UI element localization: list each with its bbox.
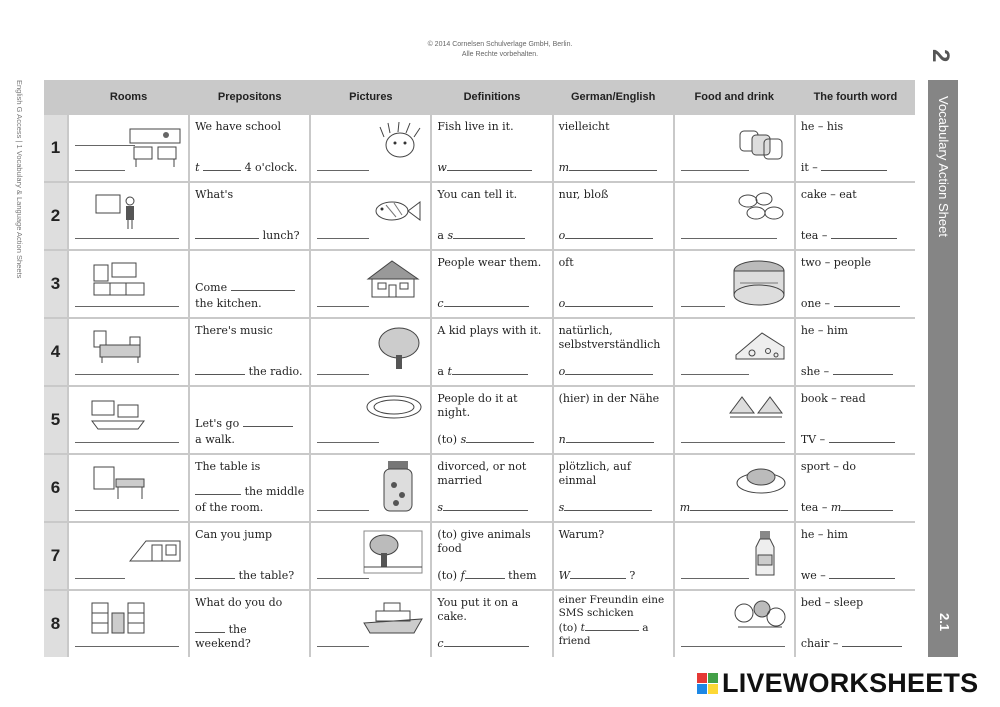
answer-blank[interactable] [317, 238, 369, 239]
pictures-cell [311, 523, 430, 589]
pictures-cell [311, 183, 430, 249]
definitions-cell: A kid plays with it. a t [432, 319, 551, 385]
copyright-notice: © 2014 Cornelsen Schulverlage GmbH, Berlin. Alle Rechte vorbehalten. [427, 41, 573, 58]
header-prepositions: Prepositons [190, 80, 309, 113]
fourth-word-cell: bed – sleep chair – [796, 591, 915, 657]
sheet-code: 2.1 [937, 613, 952, 632]
row-number: 5 [44, 387, 67, 453]
pictures-cell [311, 455, 430, 521]
answer-blank[interactable] [565, 363, 653, 375]
german-english-cell: oft o [554, 251, 673, 317]
definitions-cell: You can tell it. a s [432, 183, 551, 249]
classroom-picture [126, 123, 184, 169]
answer-blank[interactable] [681, 646, 785, 647]
rooms-cell [69, 115, 188, 181]
answer-blank[interactable] [842, 635, 902, 647]
answer-blank[interactable] [841, 499, 893, 511]
header-rooms: Rooms [69, 80, 188, 113]
answer-blank[interactable] [75, 306, 179, 307]
cake-picture [730, 255, 788, 311]
pictures-cell [311, 591, 430, 657]
answer-blank[interactable] [75, 646, 179, 647]
food-cell [675, 523, 794, 589]
german-english-cell: einer Freundin eine SMS schicken (to) t a friend [554, 591, 673, 657]
prepositions-cell: Can you jump the table? [190, 523, 309, 589]
definitions-cell: Fish live in it. w [432, 115, 551, 181]
answer-blank[interactable] [690, 499, 788, 511]
answer-blank[interactable] [465, 567, 505, 579]
row-number: 7 [44, 523, 67, 589]
logo-brand-text: LIVEWORKSHEETS [722, 668, 979, 698]
fish-picture [366, 189, 424, 229]
answer-blank[interactable] [231, 279, 295, 291]
answer-blank[interactable] [453, 227, 525, 239]
fourth-word-cell: he – his it – [796, 115, 915, 181]
hall-picture [126, 531, 184, 571]
food-cell [675, 319, 794, 385]
messy-hair-picture [370, 121, 424, 161]
answer-blank[interactable] [317, 442, 379, 443]
food-cell [675, 183, 794, 249]
answer-blank[interactable] [569, 159, 657, 171]
food-cell [675, 115, 794, 181]
definitions-cell: You put it on a cake. c [432, 591, 551, 657]
answer-blank[interactable] [681, 578, 749, 579]
library-picture [88, 599, 148, 639]
row-number: 4 [44, 319, 67, 385]
rooms-cell [69, 591, 188, 657]
answer-blank[interactable] [565, 227, 653, 239]
answer-blank[interactable] [317, 170, 369, 171]
answer-blank[interactable] [75, 442, 179, 443]
prepositions-cell: The table is the middle of the room. [190, 455, 309, 521]
definitions-cell: People do it at night. (to) s [432, 387, 551, 453]
living-room-picture [88, 395, 148, 435]
bedroom-picture [90, 327, 148, 365]
answer-blank[interactable] [566, 431, 654, 443]
row-number: 2 [44, 183, 67, 249]
fourth-word-cell: two – people one – [796, 251, 915, 317]
answer-blank[interactable] [317, 374, 369, 375]
definitions-cell: People wear them. c [432, 251, 551, 317]
left-side-caption: English G Access | 1 Vocabulary & Language Action Sheets [15, 80, 24, 279]
answer-blank[interactable] [317, 578, 369, 579]
prepositions-cell: There's music the radio. [190, 319, 309, 385]
food-cell [675, 251, 794, 317]
house-picture [362, 257, 424, 301]
toast-picture [734, 121, 788, 161]
answer-blank[interactable] [681, 306, 725, 307]
answer-blank[interactable] [203, 159, 241, 171]
answer-blank[interactable] [195, 363, 245, 375]
answer-blank[interactable] [195, 567, 235, 579]
food-cell: m [675, 455, 794, 521]
tree-picture [374, 325, 424, 371]
answer-blank[interactable] [466, 431, 534, 443]
answer-blank[interactable] [75, 578, 125, 579]
answer-blank[interactable] [243, 415, 293, 427]
prepositions-cell: Come the kitchen. [190, 251, 309, 317]
cheese-picture [732, 325, 788, 365]
answer-blank[interactable] [564, 499, 652, 511]
answer-blank[interactable] [444, 295, 529, 307]
german-english-cell: plötzlich, auf einmal s [554, 455, 673, 521]
worksheet-table [44, 80, 915, 657]
row-number: 8 [44, 591, 67, 657]
rooms-cell [69, 251, 188, 317]
fourth-word-cell: book – read TV – [796, 387, 915, 453]
answer-blank[interactable] [570, 567, 626, 579]
rooms-cell [69, 319, 188, 385]
answer-blank[interactable] [681, 442, 785, 443]
prepositions-cell: What's lunch? [190, 183, 309, 249]
answer-blank[interactable] [317, 510, 369, 511]
park-picture [362, 529, 424, 575]
german-english-cell: nur, bloß o [554, 183, 673, 249]
answer-blank[interactable] [681, 170, 749, 171]
header-definitions: Definitions [432, 80, 551, 113]
sandwiches-picture [726, 393, 788, 421]
pictures-cell [311, 115, 430, 181]
teacher-picture [90, 191, 148, 233]
dining-room-picture [90, 463, 148, 503]
jar-picture [378, 459, 418, 515]
plate-picture [364, 393, 424, 423]
german-english-cell: vielleicht m [554, 115, 673, 181]
rooms-cell [69, 387, 188, 453]
fourth-word-cell: he – him we – [796, 523, 915, 589]
unit-number: 2 [927, 49, 954, 63]
table-corner [44, 80, 67, 113]
header-fourth-word: The fourth word [796, 80, 915, 113]
kitchen-picture [90, 259, 148, 299]
row-number: 3 [44, 251, 67, 317]
pictures-cell [311, 319, 430, 385]
answer-blank[interactable] [195, 227, 259, 239]
german-english-cell: natürlich, selbstverständlich o [554, 319, 673, 385]
german-english-cell: (hier) in der Nähe n [554, 387, 673, 453]
rooms-cell [69, 455, 188, 521]
answer-blank[interactable] [75, 238, 179, 239]
prepositions-cell: Let's go a walk. [190, 387, 309, 453]
header-pictures: Pictures [311, 80, 430, 113]
answer-blank[interactable] [75, 170, 125, 171]
sheet-sidebar [928, 80, 958, 657]
answer-blank[interactable] [681, 238, 777, 239]
vegetables-picture [730, 597, 788, 633]
answer-blank[interactable] [585, 620, 639, 631]
answer-blank[interactable] [447, 159, 532, 171]
answer-blank[interactable] [829, 567, 895, 579]
answer-blank[interactable] [444, 635, 529, 647]
answer-blank[interactable] [317, 646, 369, 647]
pictures-cell [311, 251, 430, 317]
answer-blank[interactable] [75, 374, 179, 375]
answer-blank[interactable] [829, 431, 895, 443]
answer-blank[interactable] [831, 227, 897, 239]
answer-blank[interactable] [195, 483, 241, 495]
answer-blank[interactable] [833, 363, 893, 375]
meat-dish-picture [734, 461, 788, 497]
answer-blank[interactable] [75, 510, 179, 511]
milk-bottle-picture [750, 529, 780, 579]
logo-tiles-icon [697, 673, 718, 694]
rooms-cell [69, 183, 188, 249]
definitions-cell: divorced, or not married s [432, 455, 551, 521]
fourth-word-cell: cake – eat tea – [796, 183, 915, 249]
rooms-cell [69, 523, 188, 589]
answer-blank[interactable] [443, 499, 528, 511]
answer-blank[interactable] [452, 363, 528, 375]
header-german-english: German/English [554, 80, 673, 113]
fourth-word-cell: sport – do tea – m [796, 455, 915, 521]
ship-picture [362, 597, 424, 637]
answer-blank[interactable] [681, 374, 749, 375]
definitions-cell: (to) give animals food (to) f them [432, 523, 551, 589]
fourth-word-cell: he – him she – [796, 319, 915, 385]
liveworksheets-logo [697, 668, 978, 699]
pictures-cell [311, 387, 430, 453]
prepositions-cell: We have school t 4 o'clock. [190, 115, 309, 181]
german-english-cell: Warum? W ? [554, 523, 673, 589]
answer-blank[interactable] [317, 306, 369, 307]
potatoes-picture [734, 189, 788, 225]
food-cell [675, 591, 794, 657]
prepositions-cell: What do you do the weekend? [190, 591, 309, 657]
answer-blank[interactable] [834, 295, 900, 307]
sheet-title: Vocabulary Action Sheet [936, 96, 951, 237]
row-number: 6 [44, 455, 67, 521]
answer-blank[interactable] [565, 295, 653, 307]
row-number: 1 [44, 115, 67, 181]
header-food-and-drink: Food and drink [675, 80, 794, 113]
food-cell [675, 387, 794, 453]
answer-blank[interactable] [821, 159, 887, 171]
answer-blank[interactable] [195, 621, 225, 633]
